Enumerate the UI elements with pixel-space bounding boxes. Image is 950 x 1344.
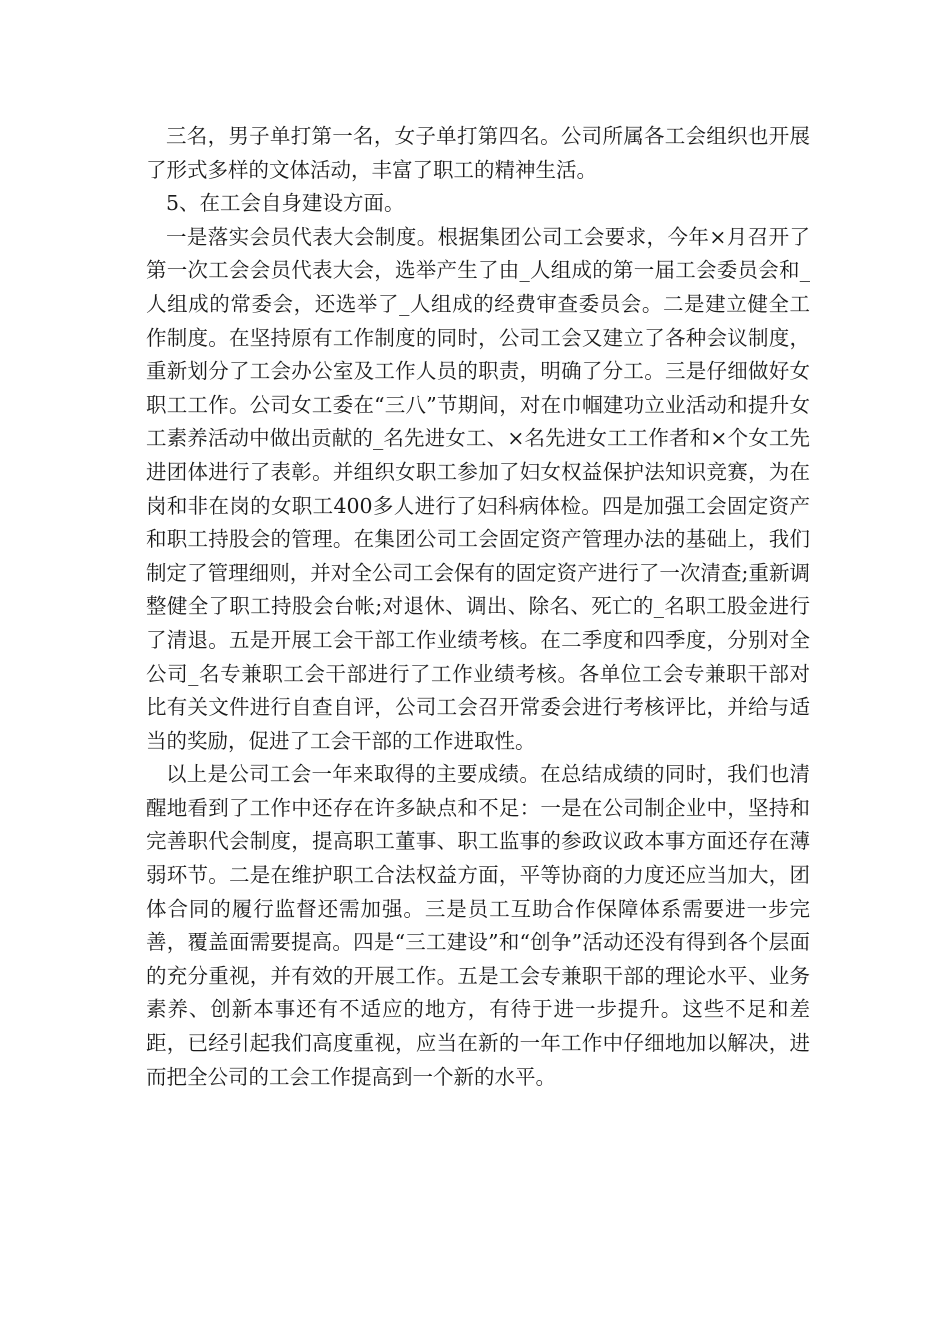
paragraph-sports-activities: 三名，男子单打第一名，女子单打第四名。公司所属各工会组织也开展了形式多样的文体活动，丰富了职工的精神生活。 [146, 124, 810, 182]
paragraph-summary-shortcomings: 以上是公司工会一年来取得的主要成绩。在总结成绩的同时，我们也清醒地看到了工作中还存在许多缺点和不足：一是在公司制企业中，坚持和完善职代会制度，提高职工董事、职工监事的参政议政本事方面还存在薄弱环节。二是在维护职工合法权益方面，平等协商的力度还应当加大，团体合同的履行监督还需加强。三是员工互助合作保障体系需要进一步完善，覆盖面需要提高。四是“三工建设”和“创争”活动还没有得到各个层面的充分重视，并有效的开展工作。五是工会专兼职干部的理论水平、业务素养、创新本事还有不适应的地方，有待于进一步提升。这些不足和差距，已经引起我们高度重视，应当在新的一年工作中仔细地加以解决，进而把全公司的工会工作提高到一个新的水平。 [146, 762, 810, 1089]
paragraph-section-heading: 5、在工会自身建设方面。 [166, 191, 405, 216]
document-body [146, 120, 810, 1094]
paragraph-self-construction: 一是落实会员代表大会制度。根据集团公司工会要求，今年×月召开了第一次工会会员代表大会，选举产生了由_人组成的第一届工会委员会和_人组成的常委会，还选举了_人组成的经费审查委员会。二是建立健全工作制度。在坚持原有工作制度的同时，公司工会又建立了各种会议制度，重新划分了工会办公室及工作人员的职责，明确了分工。三是仔细做好女职工工作。公司女工委在“三八”节期间，对在巾帼建功立业活动和提升女工素养活动中做出贡献的_名先进女工、×名先进女工工作者和×个女工先进团体进行了表彰。并组织女职工参加了妇女权益保护法知识竞赛，为在岗和非在岗的女职工400多人进行了妇科病体检。四是加强工会固定资产和职工持股会的管理。在集团公司工会固定资产管理办法的基础上，我们制定了管理细则，并对全公司工会保有的固定资产进行了一次清查;重新调整健全了职工持股会台帐;对退休、调出、除名、死亡的_名职工股金进行了清退。五是开展工会干部工作业绩考核。在二季度和四季度，分别对全公司_名专兼职工会干部进行了工作业绩考核。各单位工会专兼职干部对比有关文件进行自查自评，公司工会召开常委会进行考核评比，并给与适当的奖励，促进了工会干部的工作进取性。 [146, 224, 810, 753]
